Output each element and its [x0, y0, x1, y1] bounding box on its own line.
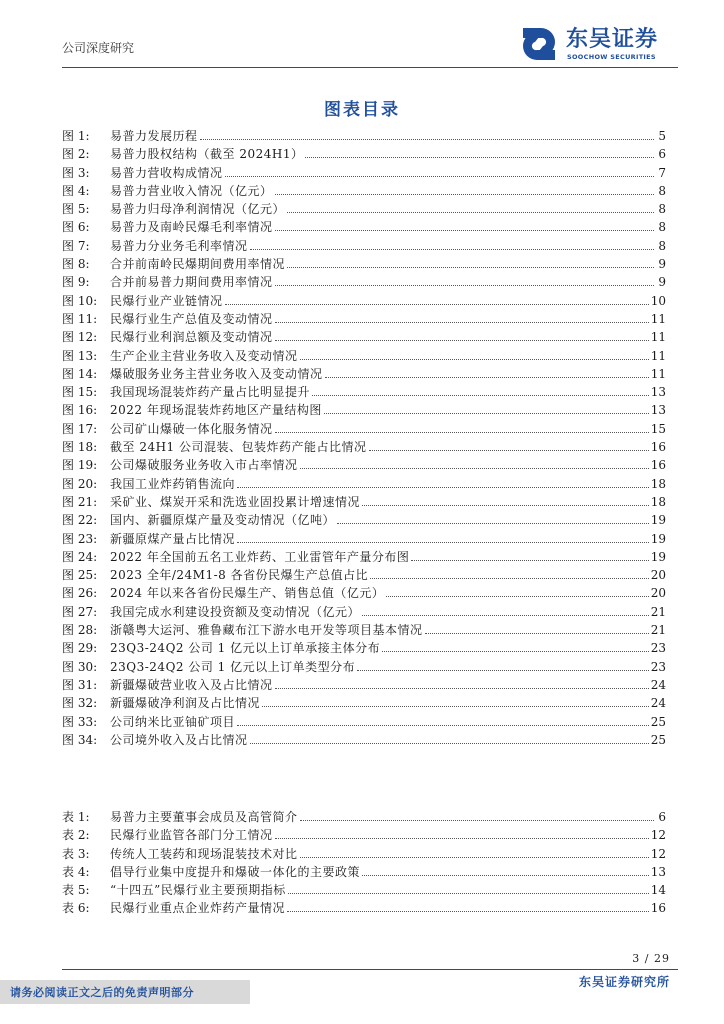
toc-leader-dots	[411, 560, 648, 561]
toc-entry-label: 图 12:	[62, 330, 98, 345]
figure-toc-entry[interactable]	[62, 456, 666, 474]
figure-index-list	[62, 127, 666, 749]
figure-toc-entry[interactable]	[62, 292, 666, 310]
toc-entry-label: 表 3:	[62, 846, 90, 861]
toc-entry-title[interactable]: 国内、新疆原煤产量及变动情况（亿吨）	[110, 513, 336, 528]
toc-leader-dots	[250, 743, 649, 744]
figure-toc-entry[interactable]	[62, 493, 666, 511]
toc-entry-label: 图 10:	[62, 293, 98, 308]
toc-entry-label: 图 5:	[62, 202, 90, 217]
toc-leader-dots	[386, 596, 648, 597]
toc-leader-dots	[275, 688, 649, 689]
figure-toc-entry[interactable]	[62, 145, 666, 163]
toc-entry-title[interactable]: 易普力主要董事会成员及高管简介	[110, 810, 298, 824]
toc-leader-dots	[250, 249, 654, 250]
toc-leader-dots	[300, 359, 649, 360]
disclaimer-text: 请务必阅读正文之后的免责声明部分	[10, 986, 194, 999]
toc-entry-title[interactable]: 易普力归母净利润情况（亿元）	[110, 202, 286, 217]
footer-brand: 东吴证券研究所	[578, 975, 670, 989]
toc-entry-title[interactable]: 易普力股权结构（截至 2024H1）	[110, 147, 304, 162]
toc-entry-label: 图 7:	[62, 238, 90, 253]
soochow-logo-icon	[519, 24, 559, 64]
figure-toc-entry[interactable]	[62, 621, 666, 639]
figure-toc-entry[interactable]	[62, 639, 666, 657]
toc-entry-page: 12	[650, 846, 666, 861]
toc-entry-label: 图 8:	[62, 257, 90, 272]
toc-leader-dots	[324, 413, 649, 414]
table-toc-entry[interactable]	[62, 808, 666, 826]
toc-entry-page: 8	[658, 183, 666, 198]
toc-entry-title[interactable]: 浙赣粤大运河、雅鲁藏布江下游水电开发等项目基本情况	[110, 623, 423, 638]
table-toc-entry[interactable]	[62, 863, 666, 881]
toc-entry-label: 图 29:	[62, 641, 98, 656]
figure-toc-entry[interactable]	[62, 566, 666, 584]
toc-leader-dots	[275, 432, 649, 433]
toc-entry-page: 19	[650, 531, 666, 546]
figure-toc-entry[interactable]	[62, 347, 666, 365]
toc-leader-dots	[369, 450, 649, 451]
toc-entry-title[interactable]: 我国现场混装炸药产量占比明显提升	[110, 385, 311, 400]
toc-leader-dots	[382, 651, 649, 652]
toc-entry-title[interactable]: 民爆行业产业链情况	[110, 293, 223, 308]
footer-divider	[62, 969, 678, 970]
report-type-label: 公司深度研究	[62, 41, 135, 55]
toc-entry-label: 图 14:	[62, 366, 98, 381]
toc-entry-page: 16	[650, 901, 666, 916]
toc-entry-page: 7	[658, 165, 666, 180]
toc-entry-label: 图 27:	[62, 604, 98, 619]
toc-entry-page: 23	[650, 641, 666, 656]
toc-leader-dots	[275, 838, 649, 839]
toc-entry-label: 表 5:	[62, 883, 90, 898]
toc-leader-dots	[225, 304, 649, 305]
toc-leader-dots	[275, 322, 649, 323]
figure-toc-entry[interactable]	[62, 273, 666, 291]
toc-leader-dots	[287, 911, 649, 912]
toc-entry-page: 20	[650, 586, 666, 601]
toc-entry-label: 图 1:	[62, 129, 90, 143]
brand-logo	[519, 22, 679, 66]
figure-toc-entry[interactable]	[62, 127, 666, 145]
toc-entry-page: 24	[650, 696, 666, 711]
figure-toc-entry[interactable]	[62, 548, 666, 566]
toc-entry-page: 13	[650, 403, 666, 418]
toc-entry-title[interactable]: 倡导行业集中度提升和爆破一体化的主要政策	[110, 864, 361, 879]
toc-entry-title[interactable]: 合并前易普力期间费用率情况	[110, 275, 273, 290]
figure-toc-entry[interactable]	[62, 237, 666, 255]
figure-toc-entry[interactable]	[62, 438, 666, 456]
toc-entry-label: 图 31:	[62, 677, 98, 692]
brand-name-en: SOOCHOW SECURITIES	[567, 53, 656, 61]
toc-entry-page: 20	[650, 568, 666, 583]
toc-entry-page: 19	[650, 513, 666, 528]
toc-entry-label: 图 2:	[62, 147, 90, 162]
toc-entry-title[interactable]: 2022 年现场混装炸药地区产量结构图	[110, 403, 322, 418]
toc-entry-page: 8	[658, 238, 666, 253]
toc-entry-title[interactable]: 我国完成水利建设投资额及变动情况（亿元）	[110, 604, 361, 619]
toc-entry-page: 14	[650, 883, 666, 898]
toc-entry-page: 6	[658, 147, 666, 162]
figure-toc-entry[interactable]	[62, 603, 666, 621]
figure-toc-entry[interactable]	[62, 584, 666, 602]
toc-entry-label: 图 22:	[62, 513, 98, 528]
toc-entry-label: 图 30:	[62, 659, 98, 674]
toc-entry-title[interactable]: 民爆行业利润总额及变动情况	[110, 330, 273, 345]
toc-leader-dots	[370, 578, 649, 579]
toc-entry-title[interactable]: 易普力营业收入情况（亿元）	[110, 183, 273, 198]
toc-entry-title[interactable]: 爆破服务业务主营业务收入及变动情况	[110, 366, 323, 381]
toc-entry-label: 图 23:	[62, 531, 98, 546]
toc-entry-label: 图 20:	[62, 476, 98, 491]
toc-entry-page: 18	[650, 476, 666, 491]
figure-toc-entry[interactable]	[62, 401, 666, 419]
toc-leader-dots	[305, 157, 654, 158]
toc-leader-dots	[300, 820, 654, 821]
figure-toc-entry[interactable]	[62, 420, 666, 438]
figure-toc-entry[interactable]	[62, 218, 666, 236]
toc-leader-dots	[287, 267, 654, 268]
toc-entry-label: 图 3:	[62, 165, 90, 180]
toc-entry-page: 24	[650, 677, 666, 692]
toc-entry-page: 6	[658, 810, 666, 824]
toc-entry-label: 图 32:	[62, 696, 98, 711]
toc-entry-label: 图 17:	[62, 421, 98, 436]
toc-entry-label: 图 33:	[62, 714, 98, 729]
toc-entry-page: 16	[650, 440, 666, 455]
toc-entry-page: 16	[650, 458, 666, 473]
page-number: 3 / 29	[632, 952, 670, 965]
figure-toc-entry[interactable]	[62, 475, 666, 493]
toc-entry-page: 25	[650, 732, 666, 747]
figure-toc-entry[interactable]	[62, 658, 666, 676]
toc-entry-title[interactable]: 公司境外收入及占比情况	[110, 732, 248, 747]
toc-entry-title[interactable]: 截至 24H1 公司混装、包装炸药产能占比情况	[110, 440, 367, 455]
toc-entry-page: 11	[650, 348, 666, 363]
toc-leader-dots	[312, 395, 649, 396]
toc-entry-page: 5	[658, 129, 666, 143]
toc-entry-label: 图 4:	[62, 183, 90, 198]
brand-name-cn: 东吴证券	[566, 27, 659, 52]
toc-entry-label: 图 26:	[62, 586, 98, 601]
toc-entry-title[interactable]: 我国工业炸药销售流向	[110, 476, 236, 491]
toc-entry-title[interactable]: “十四五”民爆行业主要预期指标	[110, 883, 286, 898]
toc-entry-page: 23	[650, 659, 666, 674]
toc-leader-dots	[237, 542, 649, 543]
figure-toc-entry[interactable]	[62, 713, 666, 731]
toc-entry-title[interactable]: 2024 年以来各省份民爆生产、销售总值（亿元）	[110, 586, 385, 601]
toc-entry-page: 21	[650, 623, 666, 638]
toc-leader-dots	[275, 340, 649, 341]
toc-entry-page: 8	[658, 202, 666, 217]
toc-entry-title[interactable]: 易普力分业务毛利率情况	[110, 238, 248, 253]
toc-entry-label: 图 16:	[62, 403, 98, 418]
toc-entry-title[interactable]: 合并前南岭民爆期间费用率情况	[110, 257, 286, 272]
figure-toc-entry[interactable]	[62, 365, 666, 383]
figure-toc-entry[interactable]	[62, 200, 666, 218]
toc-leader-dots	[300, 857, 649, 858]
toc-leader-dots	[362, 875, 649, 876]
toc-entry-page: 8	[658, 220, 666, 235]
toc-entry-title[interactable]: 公司爆破服务业务收入市占率情况	[110, 458, 298, 473]
header-divider	[62, 67, 678, 68]
toc-entry-title[interactable]: 传统人工装药和现场混装技术对比	[110, 846, 298, 861]
table-toc-entry[interactable]	[62, 826, 666, 844]
toc-entry-label: 图 34:	[62, 732, 98, 747]
toc-entry-title[interactable]: 公司纳米比亚铀矿项目	[110, 714, 236, 729]
toc-entry-page: 12	[650, 828, 666, 843]
toc-entry-title[interactable]: 23Q3-24Q2 公司 1 亿元以上订单类型分布	[110, 659, 356, 674]
toc-entry-page: 9	[658, 257, 666, 272]
toc-entry-label: 图 28:	[62, 623, 98, 638]
toc-entry-page: 10	[650, 293, 666, 308]
toc-entry-label: 图 9:	[62, 275, 90, 290]
toc-entry-label: 图 21:	[62, 494, 98, 509]
toc-entry-page: 13	[650, 864, 666, 879]
toc-entry-page: 21	[650, 604, 666, 619]
toc-entry-title[interactable]: 生产企业主营业务收入及变动情况	[110, 348, 298, 363]
toc-leader-dots	[300, 468, 649, 469]
toc-leader-dots	[337, 523, 649, 524]
table-toc-entry[interactable]	[62, 899, 666, 917]
figure-toc-entry[interactable]	[62, 530, 666, 548]
toc-entry-label: 表 4:	[62, 864, 90, 879]
toc-entry-label: 表 1:	[62, 810, 90, 824]
toc-entry-page: 9	[658, 275, 666, 290]
toc-entry-label: 图 13:	[62, 348, 98, 363]
figure-toc-entry[interactable]	[62, 328, 666, 346]
figure-toc-entry[interactable]	[62, 255, 666, 273]
toc-entry-page: 11	[650, 330, 666, 345]
toc-leader-dots	[425, 633, 649, 634]
toc-entry-title[interactable]: 采矿业、煤炭开采和洗选业固投累计增速情况	[110, 494, 361, 509]
figure-toc-entry[interactable]	[62, 383, 666, 401]
figure-toc-entry[interactable]	[62, 182, 666, 200]
toc-entry-page: 18	[650, 494, 666, 509]
toc-entry-title[interactable]: 新疆爆破净利润及占比情况	[110, 696, 261, 711]
toc-entry-title[interactable]: 2022 年全国前五名工业炸药、工业雷管年产量分布图	[110, 549, 410, 564]
toc-leader-dots	[325, 377, 649, 378]
figure-toc-entry[interactable]	[62, 310, 666, 328]
toc-entry-title[interactable]: 公司矿山爆破一体化服务情况	[110, 421, 273, 436]
toc-leader-dots	[200, 139, 654, 140]
figure-toc-entry[interactable]	[62, 731, 666, 749]
toc-leader-dots	[275, 194, 654, 195]
toc-entry-title[interactable]: 易普力营收构成情况	[110, 165, 223, 180]
toc-leader-dots	[357, 670, 649, 671]
toc-entry-label: 图 6:	[62, 220, 90, 235]
toc-leader-dots	[287, 212, 654, 213]
toc-entry-title[interactable]: 易普力发展历程	[110, 129, 198, 143]
toc-entry-title[interactable]: 易普力及南岭民爆毛利率情况	[110, 220, 273, 235]
toc-leader-dots	[288, 893, 649, 894]
toc-entry-label: 表 2:	[62, 828, 90, 843]
toc-entry-page: 15	[650, 421, 666, 436]
toc-entry-label: 图 24:	[62, 549, 98, 564]
toc-entry-label: 图 25:	[62, 568, 98, 583]
figure-toc-entry[interactable]	[62, 511, 666, 529]
figure-toc-entry[interactable]	[62, 164, 666, 182]
toc-entry-title[interactable]: 民爆行业监管各部门分工情况	[110, 828, 273, 843]
toc-entry-label: 表 6:	[62, 901, 90, 916]
toc-leader-dots	[237, 725, 649, 726]
toc-title: 图表目录	[324, 100, 400, 120]
toc-entry-page: 19	[650, 549, 666, 564]
toc-entry-title[interactable]: 民爆行业重点企业炸药产量情况	[110, 901, 286, 916]
toc-leader-dots	[275, 230, 654, 231]
toc-entry-title[interactable]: 民爆行业生产总值及变动情况	[110, 311, 273, 326]
toc-entry-title[interactable]: 新疆爆破营业收入及占比情况	[110, 677, 273, 692]
toc-entry-title[interactable]: 新疆原煤产量占比情况	[110, 531, 236, 546]
toc-entry-title[interactable]: 23Q3-24Q2 公司 1 亿元以上订单承接主体分布	[110, 641, 381, 656]
figure-toc-entry[interactable]	[62, 676, 666, 694]
toc-entry-page: 11	[650, 311, 666, 326]
toc-entry-label: 图 11:	[62, 311, 98, 326]
toc-leader-dots	[362, 505, 649, 506]
toc-leader-dots	[225, 176, 654, 177]
toc-entry-label: 图 19:	[62, 458, 98, 473]
table-toc-entry[interactable]	[62, 845, 666, 863]
toc-entry-label: 图 15:	[62, 385, 98, 400]
toc-leader-dots	[262, 706, 649, 707]
toc-entry-title[interactable]: 2023 全年/24M1-8 各省份民爆生产总值占比	[110, 568, 369, 583]
toc-leader-dots	[362, 615, 649, 616]
toc-entry-label: 图 18:	[62, 440, 98, 455]
disclaimer-banner	[0, 980, 250, 1004]
toc-leader-dots	[237, 487, 649, 488]
toc-entry-page: 11	[650, 366, 666, 381]
table-index-list	[62, 808, 666, 918]
table-toc-entry[interactable]	[62, 881, 666, 899]
toc-entry-page: 13	[650, 385, 666, 400]
figure-toc-entry[interactable]	[62, 694, 666, 712]
toc-leader-dots	[275, 285, 654, 286]
toc-entry-page: 25	[650, 714, 666, 729]
